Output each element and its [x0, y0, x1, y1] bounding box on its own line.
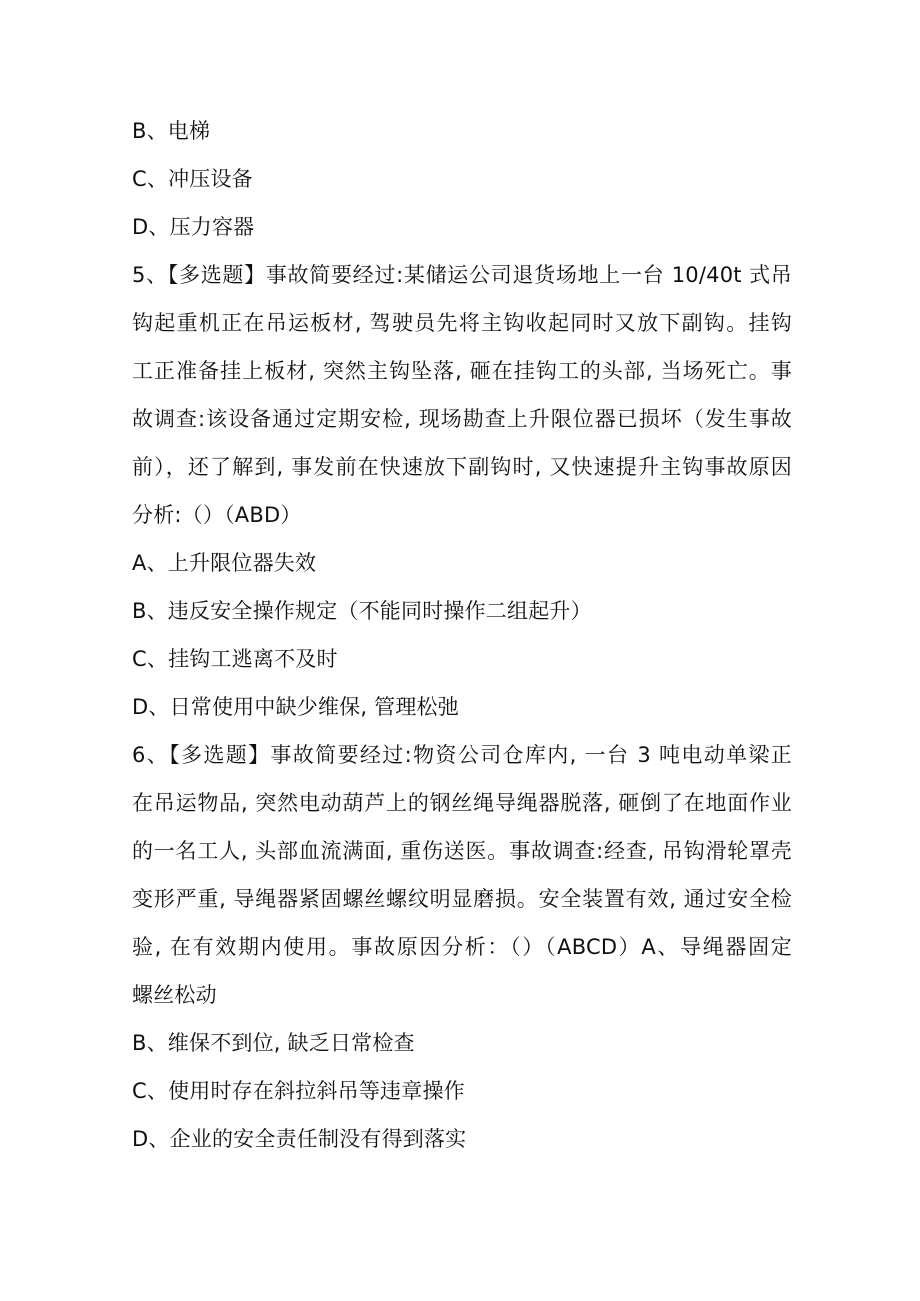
- question-5-option-c: C、挂钩工逃离不及时: [132, 647, 338, 671]
- question-6-option-d: D、企业的安全责任制没有得到落实: [132, 1127, 467, 1151]
- question-6-option-b: B、维保不到位, 缺乏日常检查: [132, 1031, 415, 1055]
- option-c-press-equipment: C、冲压设备: [132, 167, 253, 191]
- question-6-line-6: 螺丝松动: [132, 983, 217, 1007]
- question-6-option-c: C、使用时存在斜拉斜吊等违章操作: [132, 1079, 465, 1103]
- question-6-line-1: 6、【多选题】事故简要经过:物资公司仓库内, 一台 3 吨电动单梁正: [132, 743, 792, 767]
- option-b-elevator: B、电梯: [132, 119, 211, 143]
- question-6-line-3: 的一名工人, 头部血流满面, 重伤送医。事故调查:经查, 吊钩滑轮罩壳: [132, 839, 792, 863]
- question-6-line-4: 变形严重, 导绳器紧固螺丝螺纹明显磨损。安全装置有效, 通过安全检: [132, 887, 792, 911]
- question-6-line-2: 在吊运物品, 突然电动葫芦上的钢丝绳导绳器脱落, 砸倒了在地面作业: [132, 791, 792, 815]
- question-5-option-d: D、日常使用中缺少维保, 管理松弛: [132, 695, 459, 719]
- question-5-line-4: 故调查:该设备通过定期安检, 现场勘查上升限位器已损坏（发生事故: [132, 407, 792, 431]
- question-5-line-5: 前），还了解到, 事发前在快速放下副钩时, 又快速提升主钩事故原因: [132, 455, 792, 479]
- question-5-line-2: 钩起重机正在吊运板材, 驾驶员先将主钩收起同时又放下副钩。挂钩: [132, 311, 792, 335]
- question-6-line-5: 验, 在有效期内使用。事故原因分析：（）（ABCD）A、导绳器固定: [132, 935, 792, 959]
- option-d-pressure-vessel: D、压力容器: [132, 215, 255, 239]
- question-5-line-3: 工正准备挂上板材, 突然主钩坠落, 砸在挂钩工的头部, 当场死亡。事: [132, 359, 792, 383]
- question-5-option-a: A、上升限位器失效: [132, 551, 317, 575]
- question-5-line-1: 5、【多选题】事故简要经过:某储运公司退货场地上一台 10/40t 式吊: [132, 263, 792, 287]
- question-5-option-b: B、违反安全操作规定（不能同时操作二组起升）: [132, 599, 592, 623]
- question-5-line-6: 分析:（）（ABD）: [132, 503, 302, 527]
